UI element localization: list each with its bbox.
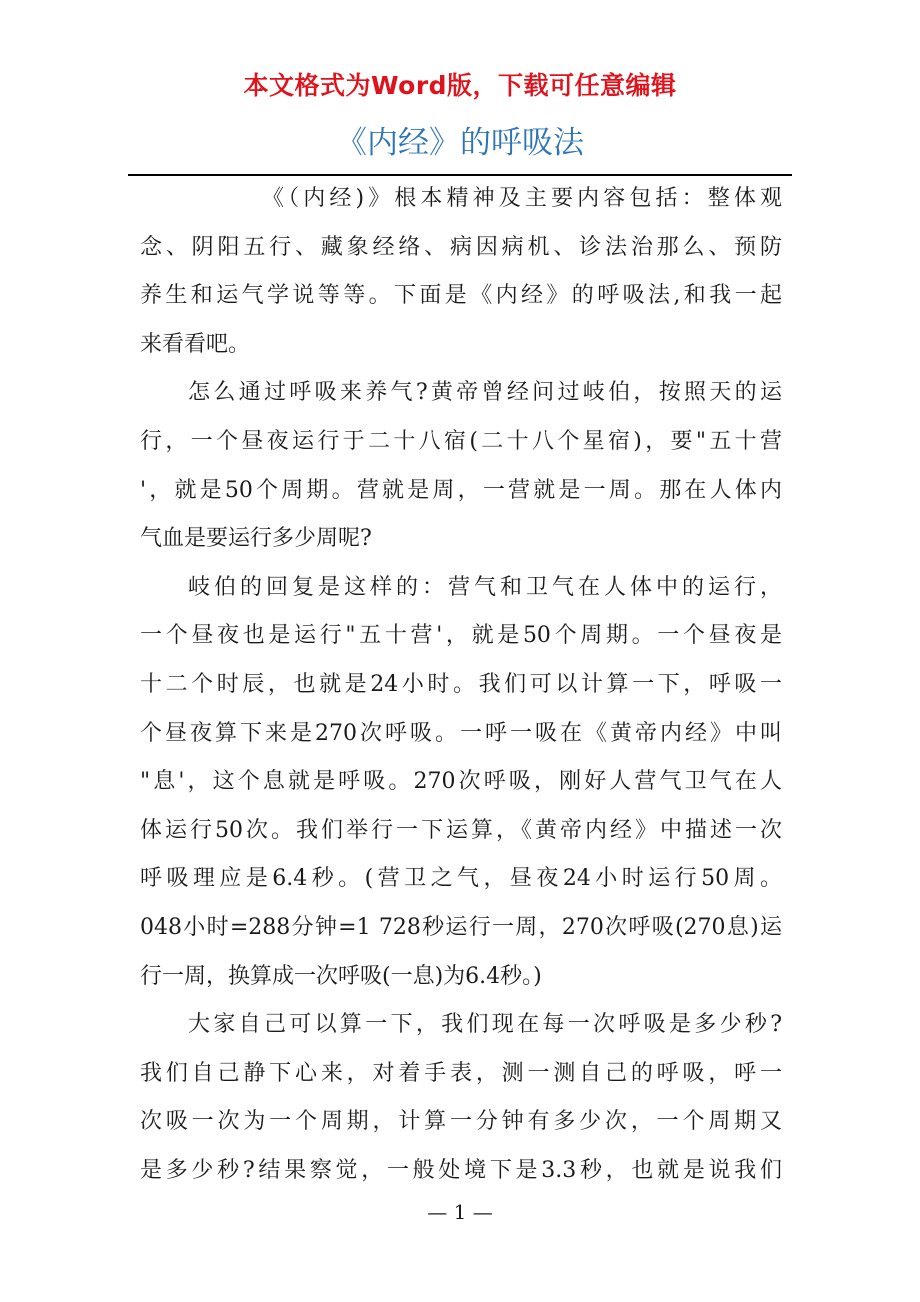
text-line: 个昼夜算下来是270次呼吸。一呼一吸在《黄帝内经》中叫 — [140, 720, 782, 746]
text-line: 我们自己静下心来，对着手表，测一测自己的呼吸，呼一 — [140, 1060, 782, 1086]
paragraph — [140, 175, 782, 369]
paragraph — [140, 369, 782, 563]
text-line: 行一周，换算成一次呼吸(一息)为6.4秒。) — [140, 963, 542, 989]
text-line: 是多少秒?结果察觉，一般处境下是3.3秒，也就是说我们 — [140, 1157, 782, 1183]
text-line: 来看看吧。 — [140, 331, 251, 357]
text-line: '，就是50个周期。营就是周，一营就是一周。那在人体内 — [140, 477, 782, 503]
text-line: 怎么通过呼吸来养气?黄帝曾经问过岐伯，按照天的运 — [188, 380, 782, 406]
document-body — [140, 175, 782, 1195]
text-line: 呼吸理应是6.4秒。(营卫之气，昼夜24小时运行50周。 — [140, 866, 782, 892]
text-line: 行，一个昼夜运行于二十八宿(二十八个星宿)，要"五十营 — [140, 428, 782, 454]
text-line: 十二个时辰，也就是24小时。我们可以计算一下，呼吸一 — [140, 671, 782, 697]
text-line: "息'，这个息就是呼吸。270次呼吸，刚好人营气卫气在人 — [140, 769, 782, 795]
text-line: 体运行50次。我们举行一下运算，《黄帝内经》中描述一次 — [140, 817, 782, 843]
text-line: 气血是要运行多少周呢? — [140, 526, 372, 552]
page-number: — 1 — — [427, 1200, 493, 1224]
text-line: 岐伯的回复是这样的：营气和卫气在人体中的运行， — [188, 574, 782, 600]
document-title: 《内经》的呼吸法 — [336, 125, 584, 161]
download-banner: 本文格式为Word版，下载可任意编辑 — [243, 71, 677, 100]
paragraph — [140, 1001, 782, 1195]
text-line: 《（内经)》根本精神及主要内容包括：整体观 — [262, 186, 782, 211]
text-line: 一个昼夜也是运行"五十营'，就是50个周期。一个昼夜是 — [140, 623, 782, 649]
text-line: 次吸一次为一个周期，计算一分钟有多少次，一个周期又 — [140, 1109, 782, 1135]
text-line: 念、阴阳五行、藏象经络、病因病机、诊法治那么、预防 — [140, 234, 782, 260]
text-line: 养生和运气学说等等。下面是《内经》的呼吸法,和我一起 — [140, 283, 782, 309]
paragraph — [140, 564, 782, 1001]
text-line: 048小时=288分钟=1 728秒运行一周，270次呼吸(270息)运 — [140, 914, 782, 940]
text-line: 大家自己可以算一下，我们现在每一次呼吸是多少秒? — [188, 1012, 782, 1038]
